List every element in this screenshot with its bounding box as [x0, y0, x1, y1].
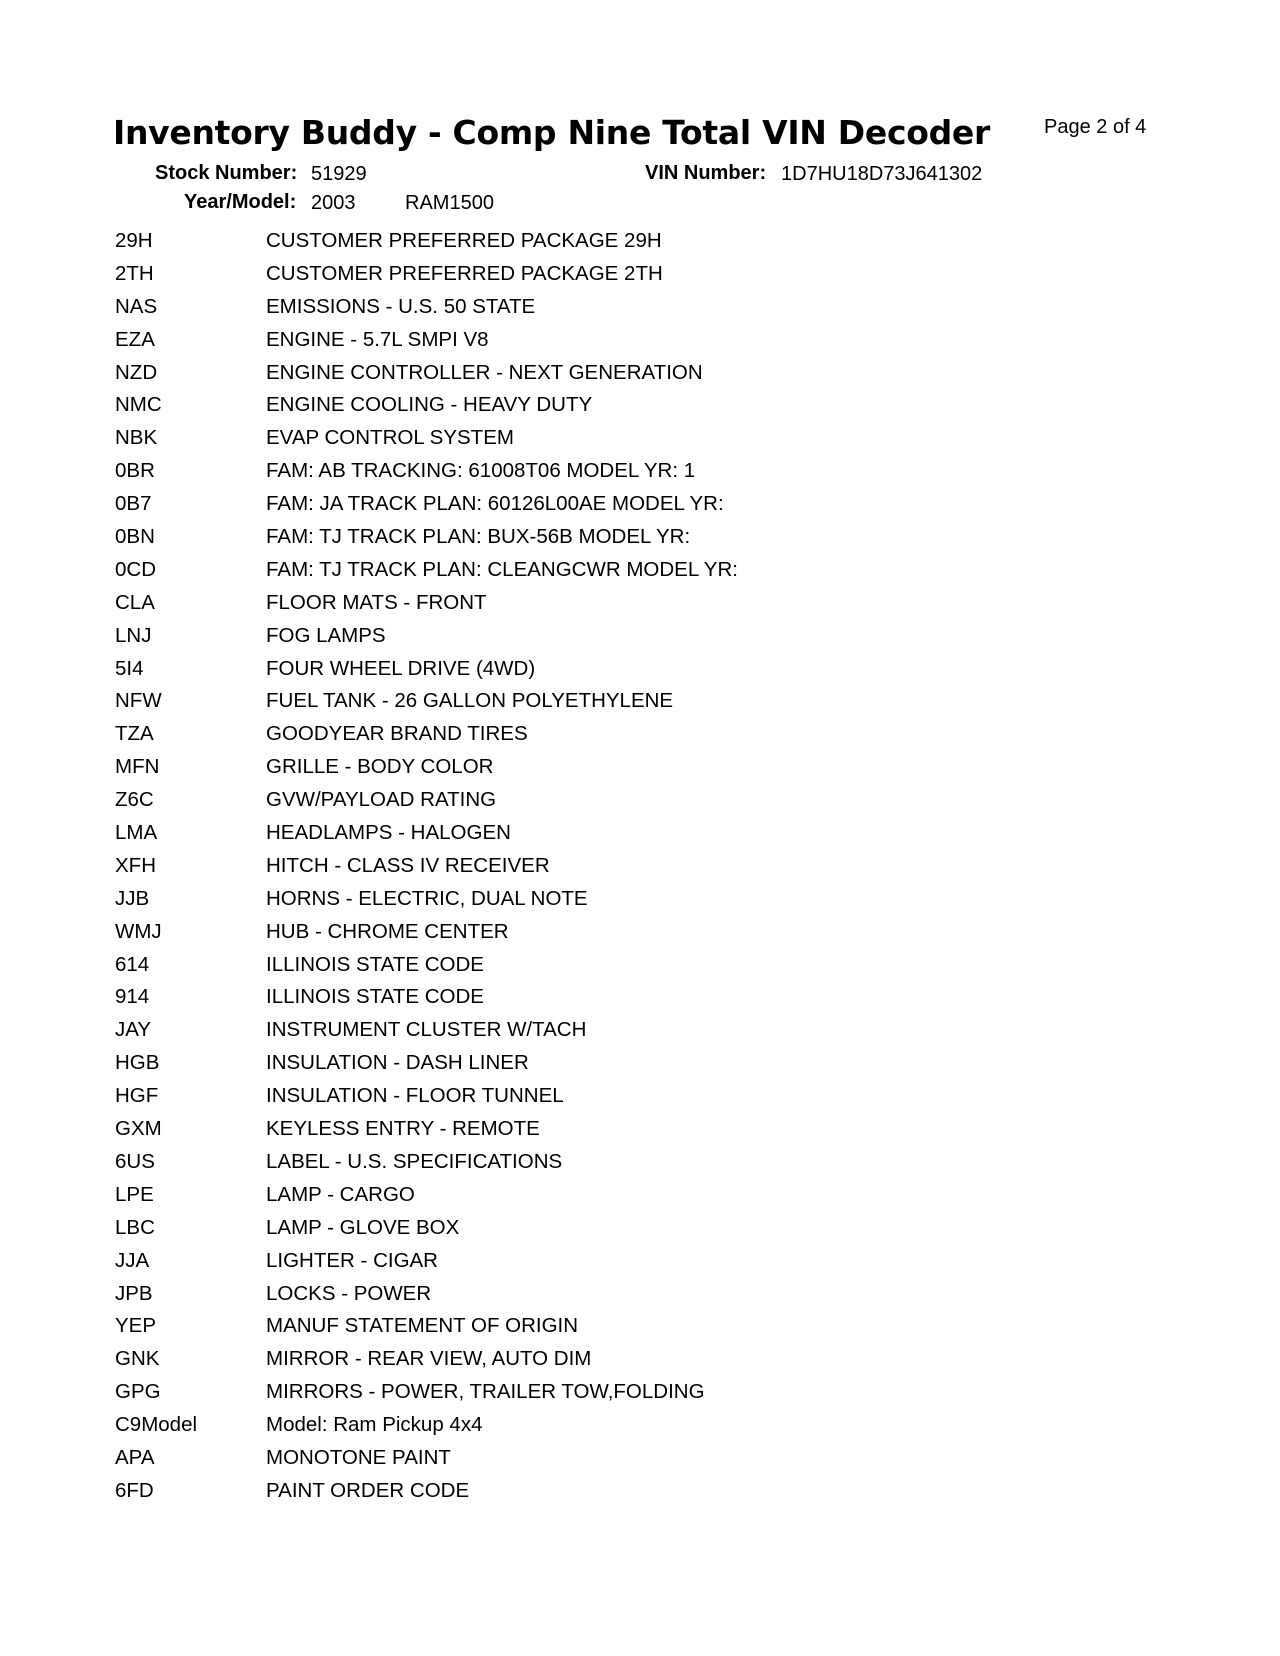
option-description: MIRROR - REAR VIEW, AUTO DIM: [266, 1347, 592, 1371]
vin-number-label: VIN Number:: [645, 162, 767, 184]
option-code: JAY: [115, 1018, 152, 1042]
option-description: LIGHTER - CIGAR: [266, 1248, 438, 1272]
option-description: FOUR WHEEL DRIVE (4WD): [266, 656, 536, 680]
option-code: YEP: [115, 1314, 157, 1338]
option-description: INSULATION - FLOOR TUNNEL: [266, 1084, 564, 1108]
model-value: RAM1500: [405, 192, 494, 214]
option-description: HITCH - CLASS IV RECEIVER: [266, 853, 550, 877]
option-code: NBK: [115, 426, 158, 450]
option-description: FUEL TANK - 26 GALLON POLYETHYLENE: [266, 689, 674, 713]
vin-number-value: 1D7HU18D73J641302: [781, 163, 983, 185]
option-description: FAM: TJ TRACK PLAN: BUX-56B MODEL YR:: [266, 525, 691, 549]
option-code: APA: [115, 1445, 155, 1469]
option-code: LMA: [115, 821, 158, 845]
option-description: MIRRORS - POWER, TRAILER TOW,FOLDING: [266, 1380, 705, 1404]
option-description: EVAP CONTROL SYSTEM: [266, 426, 514, 450]
option-description: GOODYEAR BRAND TIRES: [266, 722, 528, 746]
option-description: MANUF STATEMENT OF ORIGIN: [266, 1314, 579, 1338]
option-code: JPB: [115, 1281, 153, 1305]
option-description: INSULATION - DASH LINER: [266, 1051, 529, 1075]
option-description: ILLINOIS STATE CODE: [266, 985, 484, 1009]
option-code: 0BN: [115, 525, 155, 549]
option-code: LNJ: [115, 623, 152, 647]
option-code: HGF: [115, 1084, 159, 1108]
option-code: TZA: [115, 722, 154, 746]
option-description: GVW/PAYLOAD RATING: [266, 788, 497, 812]
option-description: ENGINE CONTROLLER - NEXT GENERATION: [266, 360, 703, 384]
option-code: GPG: [115, 1380, 161, 1404]
year-model-label: Year/Model:: [184, 191, 297, 213]
option-description: LOCKS - POWER: [266, 1281, 432, 1305]
option-code: GXM: [115, 1117, 162, 1141]
option-code: C9Model: [115, 1413, 198, 1437]
option-description: CUSTOMER PREFERRED PACKAGE 2TH: [266, 261, 663, 285]
option-code: CLA: [115, 590, 155, 614]
option-description: LABEL - U.S. SPECIFICATIONS: [266, 1149, 563, 1173]
option-code: JJB: [115, 886, 150, 910]
year-value: 2003: [311, 192, 356, 214]
option-description: CUSTOMER PREFERRED PACKAGE 29H: [266, 229, 662, 252]
option-description: ILLINOIS STATE CODE: [266, 952, 484, 976]
option-code: Z6C: [115, 788, 154, 812]
option-code: 614: [115, 952, 150, 976]
option-code: 0B7: [115, 492, 152, 516]
option-description: HORNS - ELECTRIC, DUAL NOTE: [266, 886, 588, 910]
option-code: 6US: [115, 1149, 155, 1173]
stock-number-value: 51929: [311, 163, 367, 185]
option-code: NMC: [115, 393, 162, 417]
option-code: LPE: [115, 1182, 154, 1206]
option-code: NFW: [115, 689, 162, 713]
option-description: HUB - CHROME CENTER: [266, 919, 509, 943]
option-code: XFH: [115, 853, 156, 877]
option-description: LAMP - CARGO: [266, 1182, 415, 1206]
option-code: EZA: [115, 327, 155, 351]
option-description: INSTRUMENT CLUSTER W/TACH: [266, 1018, 587, 1042]
option-code: 914: [115, 985, 150, 1009]
option-code: 6FD: [115, 1478, 154, 1502]
option-code: LBC: [115, 1215, 155, 1239]
option-code: 29H: [115, 229, 153, 252]
option-description: FAM: TJ TRACK PLAN: CLEANGCWR MODEL YR:: [266, 557, 738, 581]
option-description: HEADLAMPS - HALOGEN: [266, 821, 511, 845]
option-description: Model: Ram Pickup 4x4: [266, 1413, 483, 1437]
option-description: MONOTONE PAINT: [266, 1445, 451, 1469]
option-description: EMISSIONS - U.S. 50 STATE: [266, 294, 536, 318]
option-description: PAINT ORDER CODE: [266, 1478, 470, 1502]
option-description: FAM: AB TRACKING: 61008T06 MODEL YR: 1: [266, 459, 696, 483]
option-code: WMJ: [115, 919, 162, 943]
page-title: Inventory Buddy - Comp Nine Total VIN Decoder: [113, 113, 990, 152]
option-code: HGB: [115, 1051, 160, 1075]
option-description: KEYLESS ENTRY - REMOTE: [266, 1117, 540, 1141]
option-code: JJA: [115, 1248, 150, 1272]
option-description: ENGINE - 5.7L SMPI V8: [266, 327, 489, 351]
option-code: NAS: [115, 294, 158, 318]
option-code: NZD: [115, 360, 158, 384]
option-description: FAM: JA TRACK PLAN: 60126L00AE MODEL YR:: [266, 492, 724, 516]
option-code: GNK: [115, 1347, 160, 1371]
option-code: 5I4: [115, 656, 144, 680]
option-description: FOG LAMPS: [266, 623, 386, 647]
option-description: GRILLE - BODY COLOR: [266, 755, 494, 779]
option-code: 2TH: [115, 261, 154, 285]
page-number: Page 2 of 4: [1044, 116, 1147, 138]
stock-number-label: Stock Number:: [155, 162, 298, 184]
option-description: FLOOR MATS - FRONT: [266, 590, 487, 614]
option-code: 0BR: [115, 459, 155, 483]
option-code: 0CD: [115, 557, 157, 581]
option-description: ENGINE COOLING - HEAVY DUTY: [266, 393, 593, 417]
option-code: MFN: [115, 755, 160, 779]
option-description: LAMP - GLOVE BOX: [266, 1215, 460, 1239]
